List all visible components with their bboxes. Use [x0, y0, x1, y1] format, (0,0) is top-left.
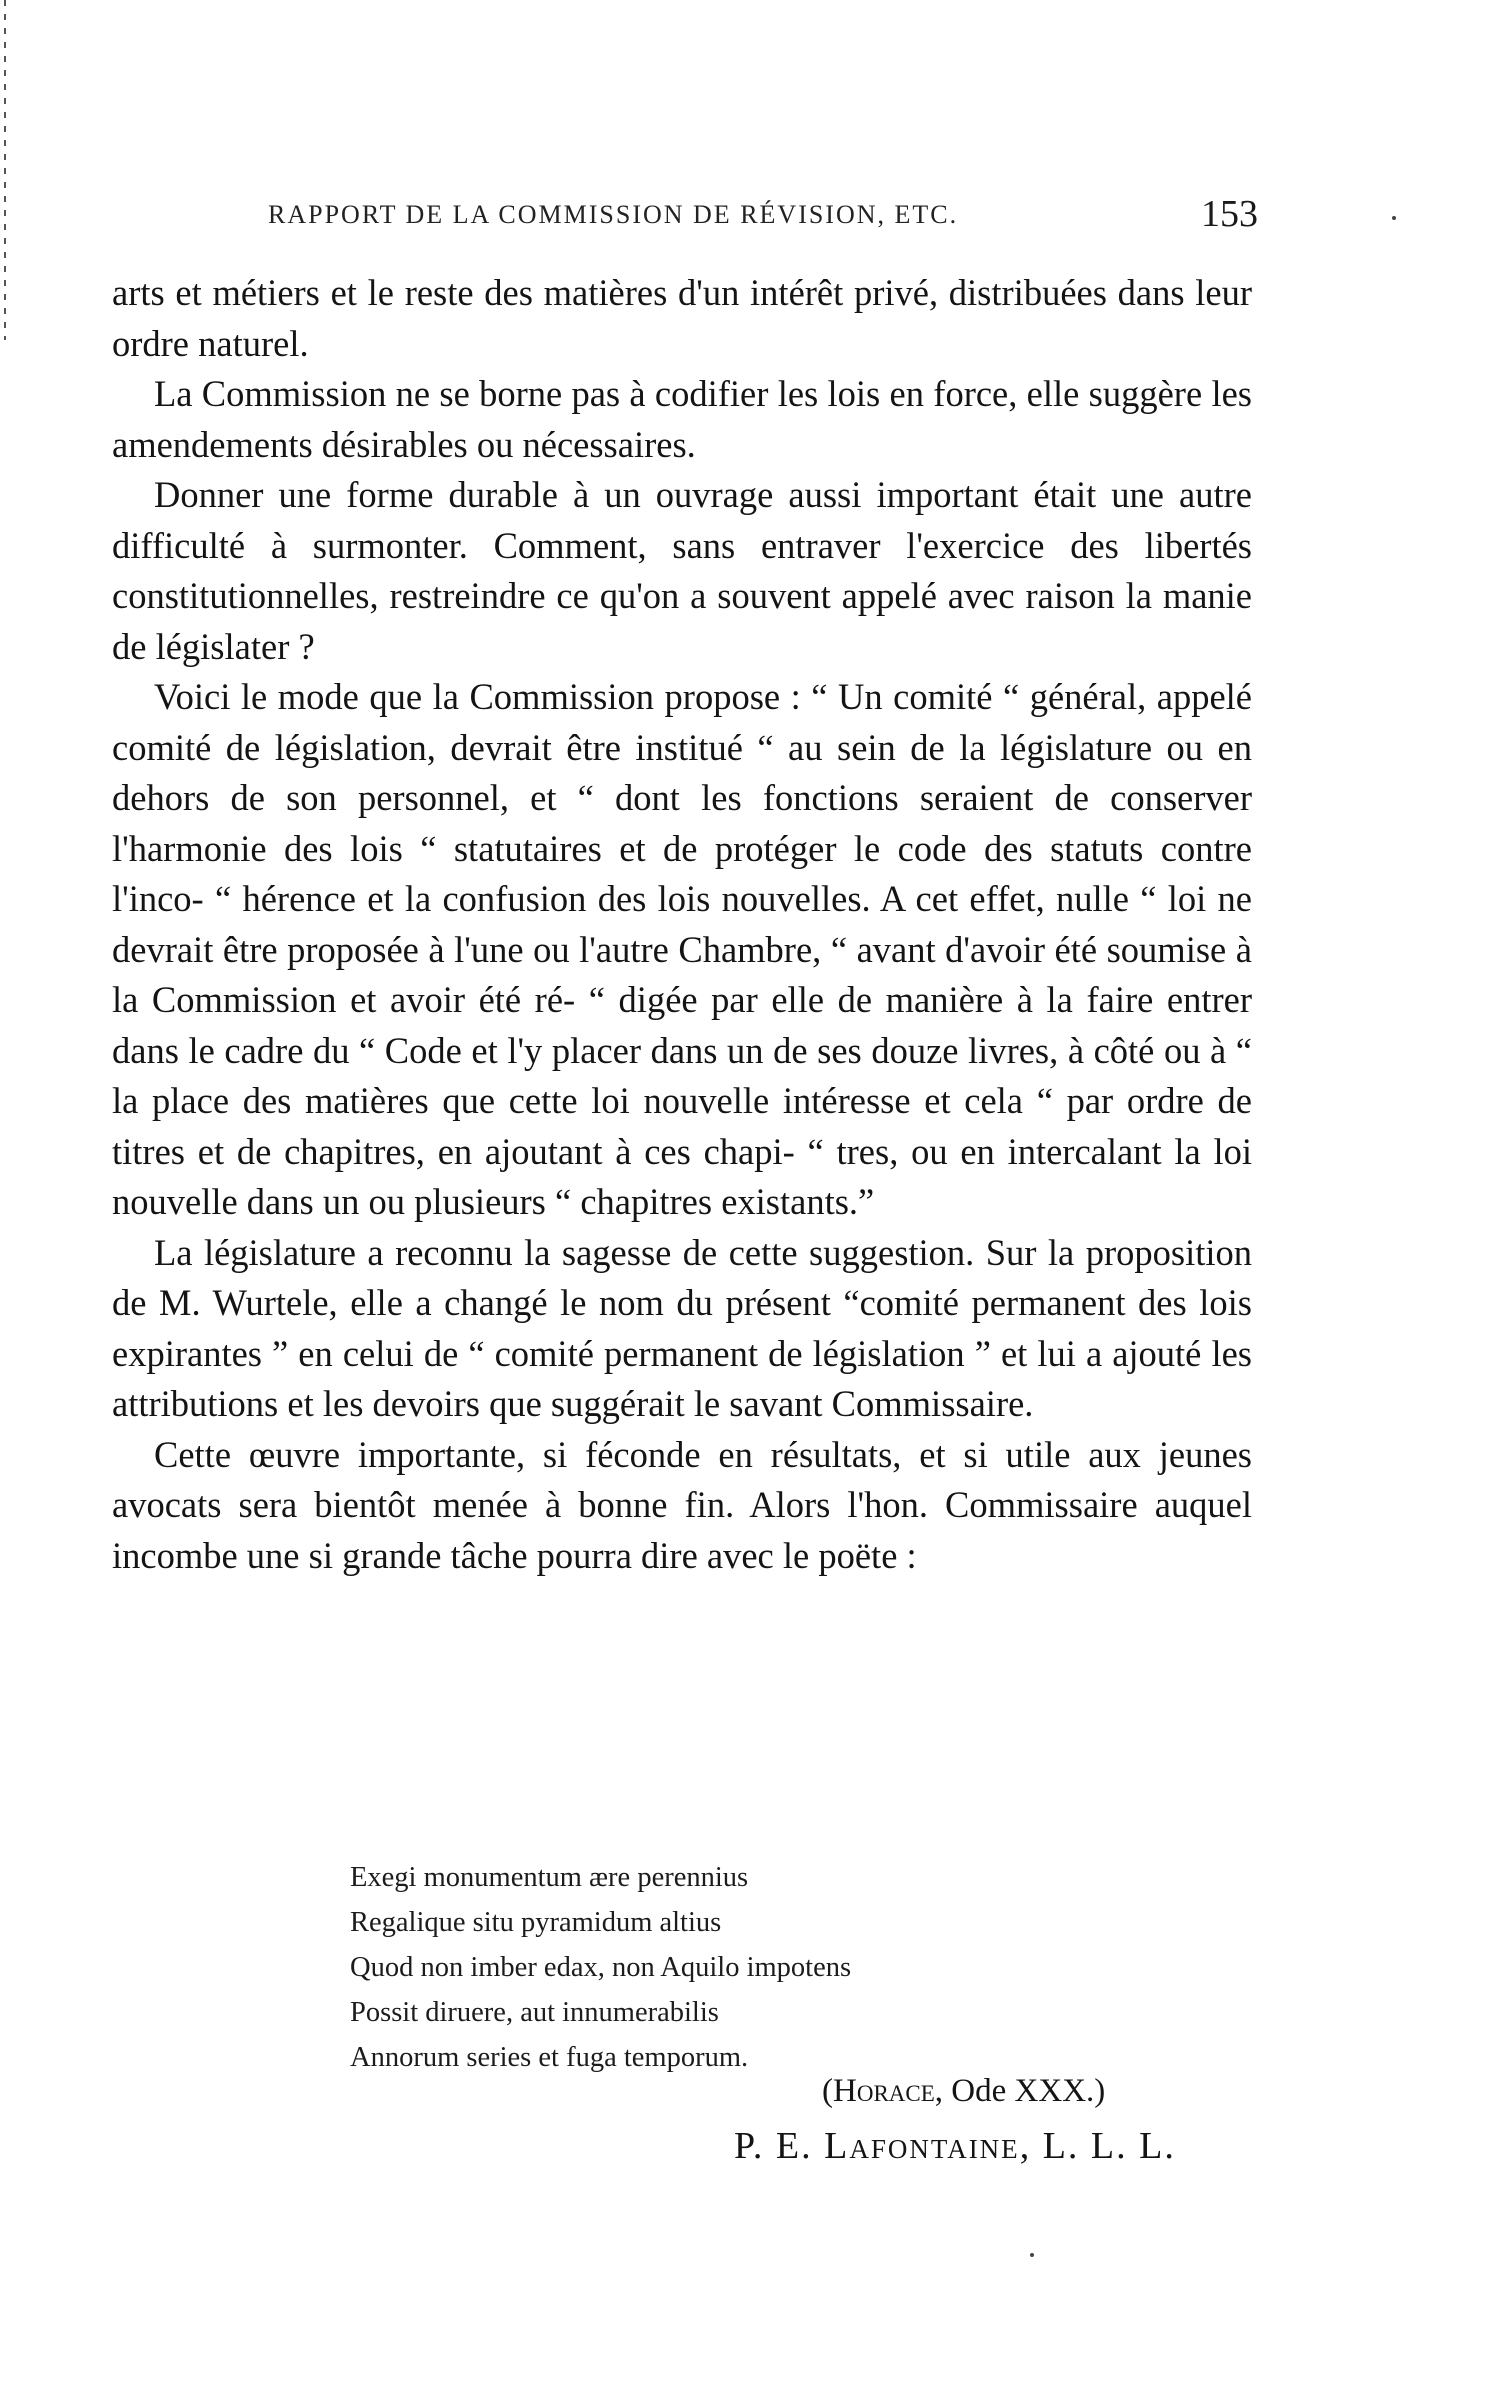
signature-initials: P. E.	[734, 2125, 825, 2167]
verse-line: Annorum series et fuga temporum.	[350, 2042, 749, 2073]
paragraph-durable-form: Donner une forme durable à un ouvrage aussi important était une autre difficulté à surmonter. Comment, sans entraver l'exercice des libertés constitutionnelles, restreindre ce qu'on a souvent appelé avec raison la manie de législater ?	[112, 474, 1252, 667]
paragraph-committee-proposal: Voici le mode que la Commission propose : “ Un comité “ général, appelé comité de législation, devrait être institué “ au sein de la législature ou en dehors de son personnel, et “ dont les fonctions seraient de conserver l'harmonie des lois “ statutaires et de protéger le code des statuts contre l'inco- “ hérence et la confusion des lois nouvelles. A cet effet, nulle “ loi ne devrait être proposée à l'une ou l'autre Chambre, “ avant d'avoir été soumise à la Commission et avoir été ré- “ digée par elle de manière à la faire entrer dans le cadre du “ Code et l'y placer dans un de ses douze livres, à côté ou à “ la place des matières que cette loi nouvelle intéresse et cela “ par ordre de titres et de chapitres, en ajoutant à ces chapi- “ tres, ou en intercalant la loi nouvelle dans un ou plusieurs “ chapitres existants.”	[112, 676, 1252, 1222]
print-speck	[1030, 2253, 1034, 2257]
signature	[734, 2124, 1176, 2168]
paragraph-conclusion: Cette œuvre importante, si féconde en résultats, et si utile aux jeunes avocats sera bientôt menée à bonne fin. Alors l'hon. Commissaire auquel incombe une si grande tâche pourra dire avec le poëte :	[112, 1433, 1252, 1576]
horace-verse	[350, 1855, 1050, 2080]
verse-citation	[822, 2073, 1105, 2110]
verse-line: Possit diruere, aut innumerabilis	[350, 1997, 719, 2028]
verse-line: Regalique situ pyramidum altius	[350, 1907, 722, 1938]
verse-line: Exegi monumentum ære perennius	[350, 1862, 749, 1893]
signature-surname: Lafontaine	[824, 2125, 1020, 2167]
page-number: 153	[1201, 193, 1258, 235]
paragraph-amendments: La Commission ne se borne pas à codifier les lois en force, elle suggère les amendements désirables ou nécessaires.	[112, 373, 1252, 465]
citation-open: (	[822, 2073, 833, 2109]
citation-work: , Ode XXX.)	[934, 2073, 1106, 2109]
verse-line: Quod non imber edax, non Aquilo impotens	[350, 1952, 852, 1983]
body-text	[112, 268, 1252, 1581]
signature-degree: , L. L. L.	[1019, 2125, 1176, 2167]
paragraph-legislature: La législature a reconnu la sagesse de cette suggestion. Sur la proposition de M. Wurtele, elle a changé le nom du présent “comité permanent des lois expirantes ” en celui de “ comité permanent de législation ” et lui a ajouté les attributions et les devoirs que suggérait le savant Commissaire.	[112, 1231, 1252, 1424]
print-speck	[1392, 216, 1396, 220]
running-header	[268, 192, 1258, 242]
running-title: RAPPORT DE LA COMMISSION DE RÉVISION, ETC.	[268, 200, 959, 229]
page-edge-rule	[4, 0, 6, 340]
citation-author: Horace	[833, 2073, 935, 2109]
paragraph-continuation: arts et métiers et le reste des matières d'un intérêt privé, distribuées dans leur ordre naturel.	[112, 272, 1252, 364]
